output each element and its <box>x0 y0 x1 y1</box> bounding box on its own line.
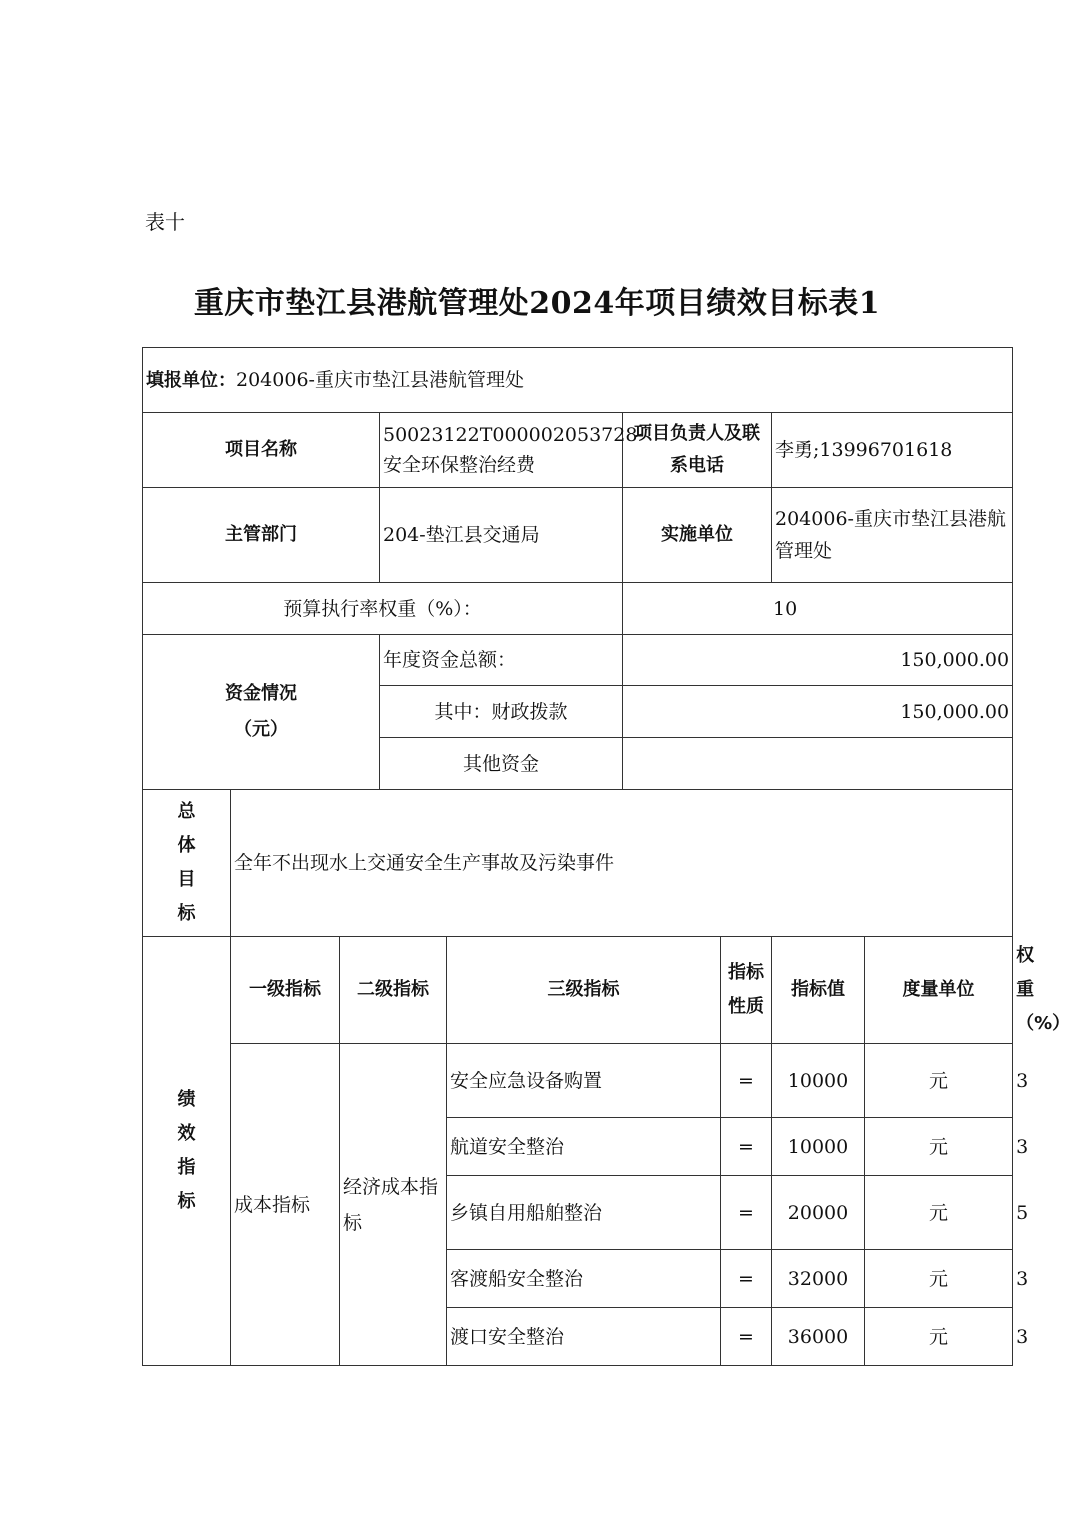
indicator-nature: = <box>721 1176 772 1250</box>
indicator-unit: 元 <box>865 1118 1013 1176</box>
header-unit: 度量单位 <box>865 937 1013 1044</box>
performance-table: 填报单位：204006-重庆市垫江县港航管理处 项目名称 50023122T000002053728-安全环保整治经费 项目负责人及联系电话 李勇;13996701618 主管部门 204-垫江县交通局 实施单位 204006-重庆市垫江县港航管理处 预算执行率权重（%）： 10 资金情况（元） 年度资金总额： 150,000.00 其中：财政拨款 150,000.00 其他资金 总 体 目 标 全年不出现水上交通安全生产事故及污染事件 绩 效 指 标 一级指标 二级指标 三级指标 指标性质 指标值 度量单位 权重（%） 成本指标 经济成本指标 安全应急设备购置 = 10000 元 3 航道安全整治 = 10000 元 3 乡镇自用船舶整治 = 20000 元 5 客渡船安全整治 = 32000 元 3 渡口安全整治 = 36000 元 3 <box>142 347 1013 1366</box>
funds-row-value: 150,000.00 <box>623 686 1013 738</box>
indicator-unit: 元 <box>865 1044 1013 1118</box>
leader-value: 李勇;13996701618 <box>772 413 1013 488</box>
header-level2: 二级指标 <box>340 937 447 1044</box>
indicator-name: 渡口安全整治 <box>447 1308 721 1366</box>
indicator-name: 安全应急设备购置 <box>447 1044 721 1118</box>
funds-row-label: 其他资金 <box>380 738 623 790</box>
filing-unit-row <box>143 348 1013 413</box>
project-name-label: 项目名称 <box>143 413 380 488</box>
header-nature: 指标性质 <box>721 937 772 1044</box>
indicator-name: 乡镇自用船舶整治 <box>447 1176 721 1250</box>
dept-label: 主管部门 <box>143 488 380 583</box>
funds-label: 资金情况（元） <box>143 635 380 790</box>
indicator-name: 客渡船安全整治 <box>447 1250 721 1308</box>
header-level1: 一级指标 <box>231 937 340 1044</box>
indicator-value: 36000 <box>772 1308 865 1366</box>
indicator-nature: = <box>721 1250 772 1308</box>
impl-value: 204006-重庆市垫江县港航管理处 <box>772 488 1013 583</box>
indicator-value: 32000 <box>772 1250 865 1308</box>
funds-row-label: 年度资金总额： <box>380 635 623 686</box>
indicator-nature: = <box>721 1044 772 1118</box>
header-level3: 三级指标 <box>447 937 721 1044</box>
budget-weight-value: 10 <box>623 583 1013 635</box>
level1-indicator: 成本指标 <box>231 1044 340 1366</box>
indicator-unit: 元 <box>865 1250 1013 1308</box>
page-title: 重庆市垫江县港航管理处2024年项目绩效目标表1 <box>193 286 881 321</box>
indicator-unit: 元 <box>865 1176 1013 1250</box>
indicator-name: 航道安全整治 <box>447 1118 721 1176</box>
funds-row-label: 其中：财政拨款 <box>380 686 623 738</box>
header-value: 指标值 <box>772 937 865 1044</box>
indicator-value: 20000 <box>772 1176 865 1250</box>
table-number: 表十 <box>145 210 185 234</box>
indicator-nature: = <box>721 1308 772 1366</box>
budget-weight-label: 预算执行率权重（%）： <box>143 583 623 635</box>
overall-goal-text: 全年不出现水上交通安全生产事故及污染事件 <box>231 790 1013 937</box>
leader-label: 项目负责人及联系电话 <box>623 413 772 488</box>
indicator-nature: = <box>721 1118 772 1176</box>
indicator-value: 10000 <box>772 1118 865 1176</box>
indicator-unit: 元 <box>865 1308 1013 1366</box>
filing-unit-value: 204006-重庆市垫江县港航管理处 <box>236 368 524 391</box>
dept-value: 204-垫江县交通局 <box>380 488 623 583</box>
indicator-value: 10000 <box>772 1044 865 1118</box>
performance-indicators-label: 绩 效 指 标 <box>143 937 231 1366</box>
impl-label: 实施单位 <box>623 488 772 583</box>
filing-unit-label: 填报单位： <box>146 369 236 391</box>
level2-indicator: 经济成本指标 <box>340 1044 447 1366</box>
overall-goal-label: 总 体 目 标 <box>143 790 231 937</box>
funds-row-value: 150,000.00 <box>623 635 1013 686</box>
funds-row-value <box>623 738 1013 790</box>
project-name-value: 50023122T000002053728-安全环保整治经费 <box>380 413 623 488</box>
